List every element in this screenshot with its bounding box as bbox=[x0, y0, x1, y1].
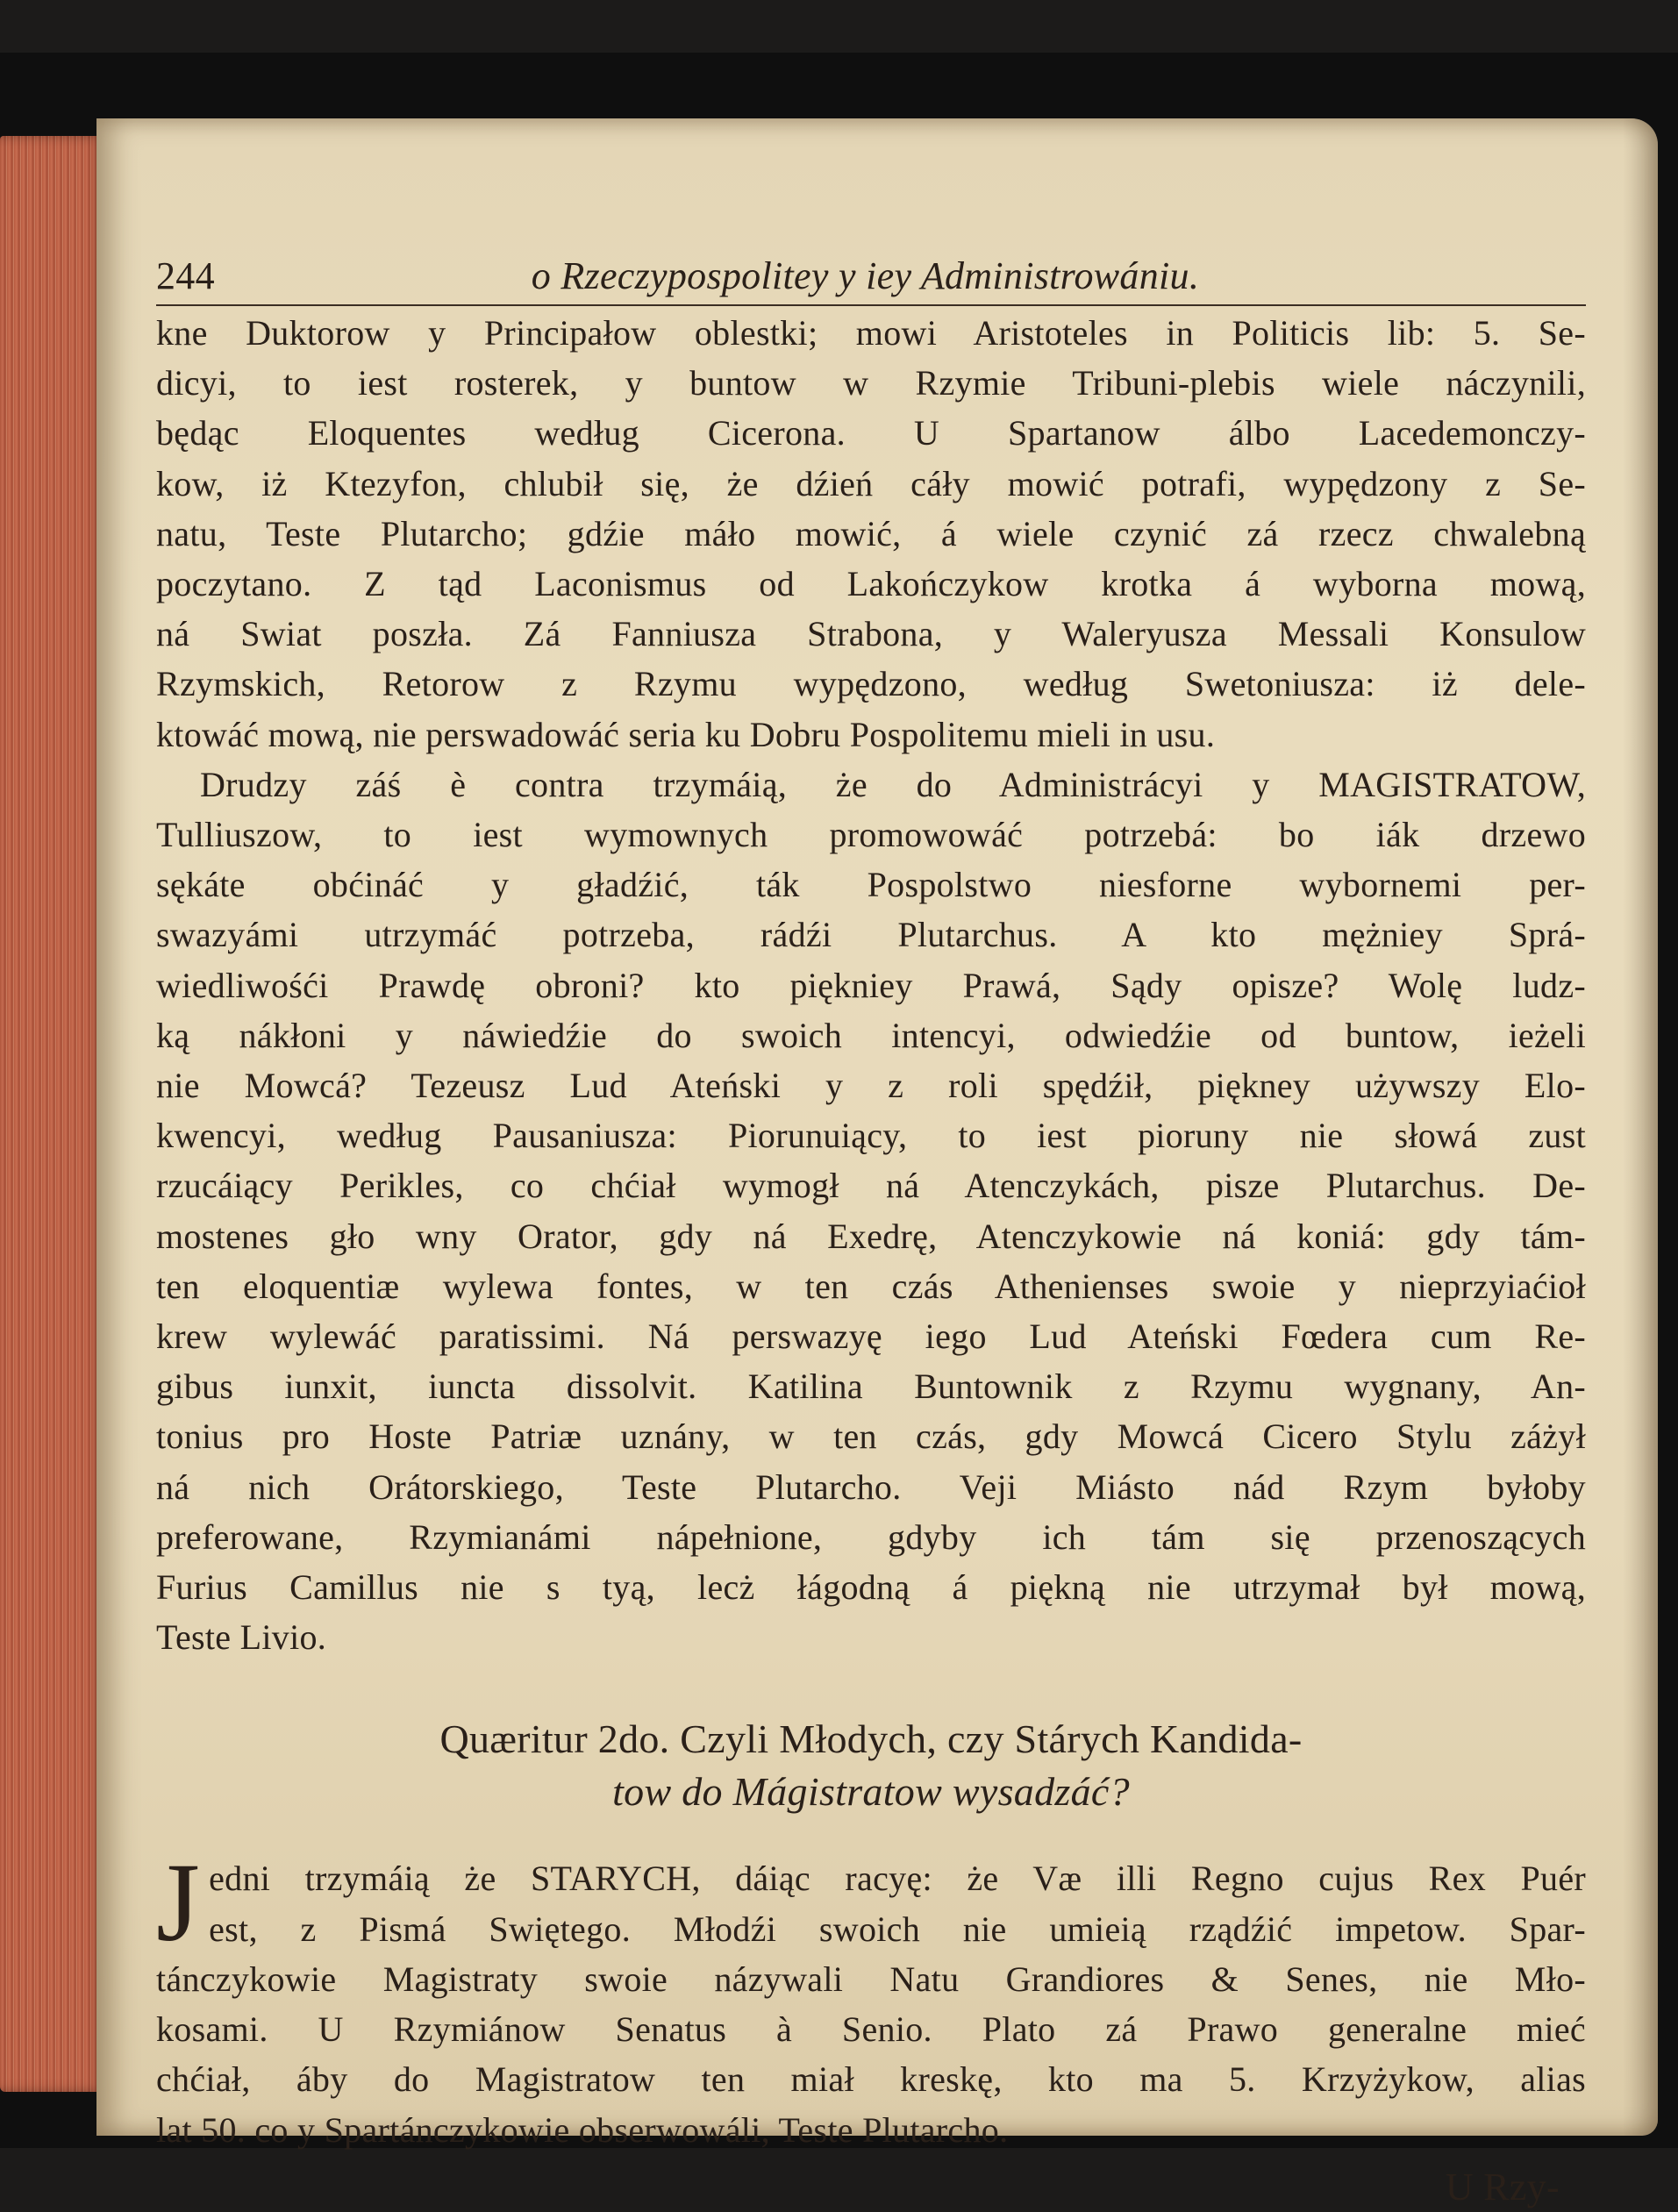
text-line: est, z Pismá Swiętego. Młodźi swoich nie umieią rządźić impetow. Spar- bbox=[209, 1909, 1586, 1949]
text-line: tonius pro Hoste Patriæ uznány, w ten czás, gdy Mowcá Cicero Stylu záżył bbox=[156, 1416, 1586, 1457]
paragraph-1 bbox=[156, 308, 1586, 760]
text-line: swazyámi utrzymáć potrzeba, rádźi Plutarchus. A kto mężniey Sprá- bbox=[156, 915, 1586, 955]
text-line: tánczykowie Magistraty swoie názywali Natu Grandiores & Senes, nie Mło- bbox=[156, 1959, 1586, 1999]
text-line: Teste Livio. bbox=[156, 1617, 327, 1658]
page-number: 244 bbox=[156, 254, 215, 297]
text-line: mostenes gło wny Orator, gdy ná Exedrę, Atenczykowie ná koniá: gdy tám- bbox=[156, 1216, 1586, 1256]
page-shadow bbox=[1623, 118, 1658, 2136]
text-line: będąc Eloquentes według Cicerona. U Spartanow álbo Lacedemonczy- bbox=[156, 413, 1586, 453]
text-line: rzucáiący Perikles, co chćiał wymogł ná Atenczykách, pisze Plutarchus. De- bbox=[156, 1166, 1586, 1206]
text-line: natu, Teste Plutarcho; gdźie máło mowić, á wiele czynić zá rzecz chwalebną bbox=[156, 513, 1586, 553]
text-line: wiedliwośći Prawdę obroni? kto piękniey Prawá, Sądy opisze? Wolę ludz- bbox=[156, 965, 1586, 1005]
text-line: edni trzymáią że STARYCH, dáiąc racyę: że Væ illi Regno cujus Rex Puér bbox=[209, 1859, 1586, 1899]
text-line: nie Mowcá? Tezeusz Lud Ateński y z roli spędźił, piękney używszy Elo- bbox=[156, 1066, 1586, 1106]
text-line: Furius Camillus nie s tyą, lecż łágodną á piękną nie utrzymał był mową, bbox=[156, 1567, 1586, 1608]
heading-line: tow do Mágistratow wysadzáć? bbox=[612, 1769, 1130, 1815]
text-line: sękáte obćináć y gładźić, ták Pospolstwo niesforne wybornemi per- bbox=[156, 865, 1586, 905]
text-line: Rzymskich, Retorow z Rzymu wypędzono, według Swetoniusza: iż dele- bbox=[156, 664, 1586, 704]
text-line: kow, iż Ktezyfon, chlubił się, że dźień cáły mowić potrafi, wypędzony z Se- bbox=[156, 463, 1586, 503]
text-line: preferowane, Rzymianámi nápełnione, gdyby ich tám się przenoszących bbox=[156, 1516, 1586, 1557]
book-page bbox=[96, 118, 1658, 2208]
book-spread bbox=[0, 53, 1678, 2208]
text-line: poczytano. Z tąd Laconismus od Lakończykow krotka á wyborna mową, bbox=[156, 564, 1586, 604]
text-line: ką nákłoni y náwiedźie do swoich intencyi, odwiedźie od buntow, ieżeli bbox=[156, 1015, 1586, 1055]
text-line: gibus iunxit, iuncta dissolvit. Katilina Buntownik z Rzymu wygnany, An- bbox=[156, 1366, 1586, 1407]
paragraph-2 bbox=[156, 760, 1586, 1663]
text-line: lat 50. co y Spartánczykowie obserwowáli, Teste Plutarcho. bbox=[156, 2109, 1009, 2150]
text-line: kosami. U Rzymiánow Senatus à Senio. Plato zá Prawo generalne mieć bbox=[156, 2009, 1586, 2050]
running-title: o Rzeczypospolitey y iey Administrowániu. bbox=[531, 254, 1200, 297]
text-line: Tulliuszow, to iest wymownych promowowáć potrzebá: bo iák drzewo bbox=[156, 815, 1586, 855]
text-line: krew wylewáć paratissimi. Ná perswazyę iego Lud Ateński Fœdera cum Re- bbox=[156, 1316, 1586, 1357]
text-line: ná Swiat poszła. Zá Fanniusza Strabona, y Waleryusza Messali Konsulow bbox=[156, 614, 1586, 654]
heading-line: Quæritur 2do. Czyli Młodych, czy Stárych Kandida- bbox=[439, 1716, 1303, 1762]
text-line: ten eloquentiæ wylewa fontes, w ten czás Athenienses swoie y nieprzyiaćioł bbox=[156, 1266, 1586, 1306]
catchword: U Rzy- bbox=[1445, 2165, 1560, 2208]
text-line: kne Duktorow y Principałow oblestki; mowi Aristoteles in Politicis lib: 5. Se- bbox=[156, 313, 1586, 353]
question-heading bbox=[156, 1713, 1586, 1818]
page-edges bbox=[0, 136, 105, 2092]
running-head bbox=[156, 250, 1586, 306]
text-line: dicyi, to iest rosterek, y buntow w Rzymie Tribuni-plebis wiele náczynili, bbox=[156, 363, 1586, 403]
drop-cap: J bbox=[156, 1840, 201, 1966]
text-line: Drudzy záś è contra trzymáią, że do Administrácyi y MAGISTRATOW, bbox=[200, 764, 1586, 804]
text-line: ktowáć mową, nie perswadowáć seria ku Dobru Pospolitemu mieli in usu. bbox=[156, 714, 1216, 754]
text-line: ná nich Orátorskiego, Teste Plutarcho. Veji Miásto nád Rzym byłoby bbox=[156, 1466, 1586, 1507]
text-line: kwencyi, według Pausaniusza: Piorunuiący, to iest pioruny nie słowá zust bbox=[156, 1116, 1586, 1156]
paragraph-3 bbox=[156, 1840, 1586, 2154]
text-line: chćiał, áby do Magistratow ten miał kreskę, kto ma 5. Krzyżykow, alias bbox=[156, 2059, 1586, 2100]
page-text bbox=[156, 250, 1586, 2212]
